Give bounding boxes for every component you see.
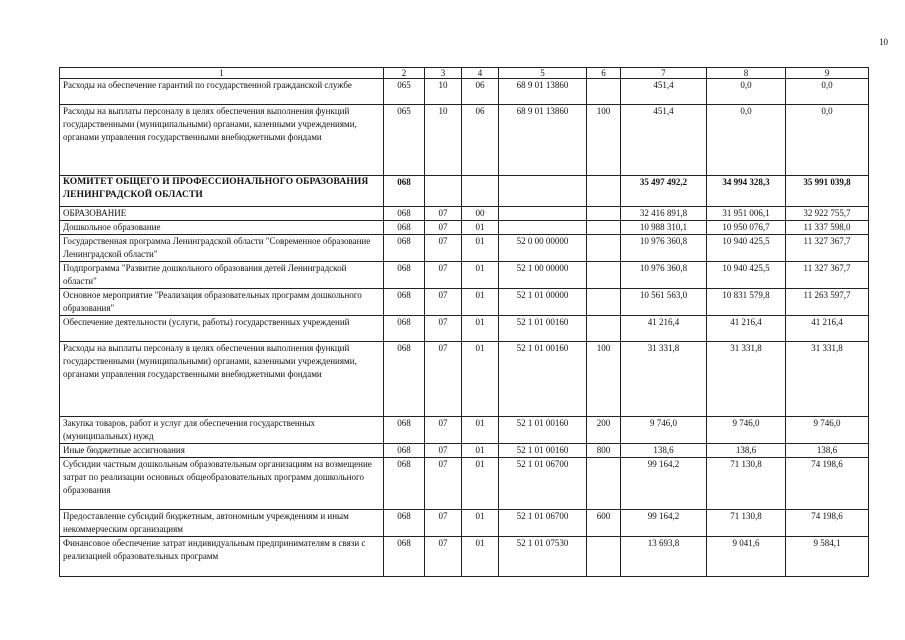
- table-row: [60, 458, 869, 510]
- row-name: Обеспечение деятельности (услуги, работы) государственных учреждений: [60, 316, 384, 342]
- row-amount-2: 71 130,8: [707, 458, 786, 510]
- row-amount-3: 35 991 039,8: [786, 176, 869, 207]
- row-amount-2: 0,0: [707, 105, 786, 176]
- row-name: Финансовое обеспечение затрат индивидуальным предпринимателям в связи с реализацией образовательных программ: [60, 537, 384, 577]
- table-row: [60, 207, 869, 221]
- row-expense-type: [587, 207, 621, 221]
- row-amount-1: 31 331,8: [621, 342, 707, 417]
- row-section: 07: [425, 444, 462, 458]
- row-amount-2: 10 831 579,8: [707, 289, 786, 316]
- row-section: 07: [425, 221, 462, 235]
- row-amount-3: 11 327 367,7: [786, 262, 869, 289]
- row-target-article: 52 1 01 06700: [499, 458, 587, 510]
- row-section: 07: [425, 207, 462, 221]
- row-subsection: 01: [462, 444, 499, 458]
- header-cell: 2: [384, 68, 425, 79]
- row-expense-type: 200: [587, 417, 621, 444]
- row-expense-type: [587, 79, 621, 105]
- row-name: Расходы на выплаты персоналу в целях обеспечения выполнения функций государственными (муниципальными) органами, казенными учреждениями, органами управления государственными внебюджетными фондами: [60, 342, 384, 417]
- row-amount-1: 10 976 360,8: [621, 262, 707, 289]
- row-target-article: 52 1 01 00160: [499, 444, 587, 458]
- row-subsection: 01: [462, 458, 499, 510]
- row-amount-3: 41 216,4: [786, 316, 869, 342]
- row-amount-3: 11 327 367,7: [786, 235, 869, 262]
- row-amount-3: 0,0: [786, 79, 869, 105]
- row-expense-type: [587, 289, 621, 316]
- table-body: [60, 68, 869, 577]
- row-subsection: 01: [462, 417, 499, 444]
- table-row: [60, 342, 869, 417]
- row-expense-type: 600: [587, 510, 621, 537]
- table-row: [60, 105, 869, 176]
- row-amount-1: 99 164,2: [621, 458, 707, 510]
- row-subsection: 01: [462, 289, 499, 316]
- table-row: [60, 221, 869, 235]
- row-admin-code: 068: [384, 262, 425, 289]
- row-admin-code: 068: [384, 176, 425, 207]
- header-row: [60, 68, 869, 79]
- row-section: 07: [425, 342, 462, 417]
- row-admin-code: 068: [384, 289, 425, 316]
- row-section: 07: [425, 262, 462, 289]
- row-section: 07: [425, 289, 462, 316]
- row-amount-1: 32 416 891,8: [621, 207, 707, 221]
- row-subsection: 01: [462, 221, 499, 235]
- row-name: Основное мероприятие "Реализация образовательных программ дошкольного образования": [60, 289, 384, 316]
- row-amount-1: 35 497 492,2: [621, 176, 707, 207]
- row-expense-type: [587, 537, 621, 577]
- row-admin-code: 068: [384, 235, 425, 262]
- header-cell: 8: [707, 68, 786, 79]
- row-admin-code: 065: [384, 105, 425, 176]
- row-target-article: [499, 207, 587, 221]
- row-amount-2: 31 331,8: [707, 342, 786, 417]
- table-row: [60, 537, 869, 577]
- row-subsection: 01: [462, 510, 499, 537]
- table-row: [60, 262, 869, 289]
- table-row: [60, 235, 869, 262]
- row-target-article: 52 1 00 00000: [499, 262, 587, 289]
- row-name: Расходы на выплаты персоналу в целях обеспечения выполнения функций государственными (муниципальными) органами, казенными учреждениями, органами управления государственными внебюджетными фондами: [60, 105, 384, 176]
- row-name: Закупка товаров, работ и услуг для обеспечения государственных (муниципальных) нужд: [60, 417, 384, 444]
- row-amount-2: 10 940 425,5: [707, 235, 786, 262]
- row-admin-code: 068: [384, 342, 425, 417]
- row-admin-code: 068: [384, 458, 425, 510]
- row-amount-1: 10 976 360,8: [621, 235, 707, 262]
- budget-table: [59, 67, 869, 577]
- row-amount-1: 10 561 563,0: [621, 289, 707, 316]
- header-cell: 9: [786, 68, 869, 79]
- row-amount-3: 9 584,1: [786, 537, 869, 577]
- row-subsection: 00: [462, 207, 499, 221]
- row-amount-2: 0,0: [707, 79, 786, 105]
- row-subsection: 01: [462, 342, 499, 417]
- row-section: 07: [425, 537, 462, 577]
- row-admin-code: 068: [384, 444, 425, 458]
- row-admin-code: 065: [384, 79, 425, 105]
- row-section: 07: [425, 458, 462, 510]
- row-amount-2: 10 950 076,7: [707, 221, 786, 235]
- row-name: Расходы на обеспечение гарантий по государственной гражданской службе: [60, 79, 384, 105]
- row-admin-code: 068: [384, 537, 425, 577]
- table-row: [60, 289, 869, 316]
- row-name: Государственная программа Ленинградской области "Современное образование Ленинградской области": [60, 235, 384, 262]
- row-target-article: [499, 176, 587, 207]
- row-section: 07: [425, 417, 462, 444]
- row-amount-3: 32 922 755,7: [786, 207, 869, 221]
- row-amount-2: 9 746,0: [707, 417, 786, 444]
- header-cell: 1: [60, 68, 384, 79]
- row-amount-3: 74 198,6: [786, 458, 869, 510]
- header-cell: 7: [621, 68, 707, 79]
- row-admin-code: 068: [384, 221, 425, 235]
- table-row: [60, 444, 869, 458]
- row-amount-2: 9 041,6: [707, 537, 786, 577]
- row-expense-type: [587, 316, 621, 342]
- row-name: ОБРАЗОВАНИЕ: [60, 207, 384, 221]
- row-admin-code: 068: [384, 510, 425, 537]
- row-amount-1: 451,4: [621, 105, 707, 176]
- row-amount-1: 138,6: [621, 444, 707, 458]
- row-name: КОМИТЕТ ОБЩЕГО И ПРОФЕССИОНАЛЬНОГО ОБРАЗОВАНИЯ ЛЕНИНГРАДСКОЙ ОБЛАСТИ: [60, 176, 384, 207]
- header-cell: 6: [587, 68, 621, 79]
- row-name: Дошкольное образование: [60, 221, 384, 235]
- row-expense-type: [587, 221, 621, 235]
- row-section: 07: [425, 510, 462, 537]
- row-admin-code: 068: [384, 417, 425, 444]
- row-amount-2: 31 951 006,1: [707, 207, 786, 221]
- page-number: 10: [879, 37, 888, 47]
- row-target-article: 52 1 01 06700: [499, 510, 587, 537]
- row-target-article: 68 9 01 13860: [499, 79, 587, 105]
- row-subsection: 06: [462, 105, 499, 176]
- row-amount-3: 138,6: [786, 444, 869, 458]
- row-amount-1: 10 988 310,1: [621, 221, 707, 235]
- row-amount-3: 11 337 598,0: [786, 221, 869, 235]
- row-admin-code: 068: [384, 207, 425, 221]
- row-subsection: 06: [462, 79, 499, 105]
- row-admin-code: 068: [384, 316, 425, 342]
- row-section: 07: [425, 316, 462, 342]
- row-amount-1: 99 164,2: [621, 510, 707, 537]
- table-row: [60, 176, 869, 207]
- row-name: Иные бюджетные ассигнования: [60, 444, 384, 458]
- row-target-article: 52 0 00 00000: [499, 235, 587, 262]
- row-expense-type: 100: [587, 105, 621, 176]
- row-amount-3: 31 331,8: [786, 342, 869, 417]
- row-amount-2: 34 994 328,3: [707, 176, 786, 207]
- row-subsection: 01: [462, 316, 499, 342]
- row-amount-1: 41 216,4: [621, 316, 707, 342]
- row-name: Подпрограмма "Развитие дошкольного образования детей Ленинградской области": [60, 262, 384, 289]
- row-name: Предоставление субсидий бюджетным, автономным учреждениям и иным некоммерческим организациям: [60, 510, 384, 537]
- row-expense-type: 100: [587, 342, 621, 417]
- row-target-article: 52 1 01 00160: [499, 417, 587, 444]
- row-target-article: 52 1 01 00160: [499, 342, 587, 417]
- row-amount-1: 9 746,0: [621, 417, 707, 444]
- row-amount-2: 138,6: [707, 444, 786, 458]
- row-amount-1: 451,4: [621, 79, 707, 105]
- row-amount-2: 71 130,8: [707, 510, 786, 537]
- table-row: [60, 417, 869, 444]
- row-subsection: 01: [462, 235, 499, 262]
- row-expense-type: [587, 235, 621, 262]
- row-amount-3: 11 263 597,7: [786, 289, 869, 316]
- row-subsection: 01: [462, 537, 499, 577]
- header-cell: 4: [462, 68, 499, 79]
- row-subsection: [462, 176, 499, 207]
- row-section: 10: [425, 79, 462, 105]
- row-target-article: 52 1 01 00160: [499, 316, 587, 342]
- row-target-article: 68 9 01 13860: [499, 105, 587, 176]
- row-expense-type: [587, 176, 621, 207]
- table-row: [60, 79, 869, 105]
- row-expense-type: 800: [587, 444, 621, 458]
- row-expense-type: [587, 458, 621, 510]
- row-subsection: 01: [462, 262, 499, 289]
- row-amount-1: 13 693,8: [621, 537, 707, 577]
- row-target-article: 52 1 01 07530: [499, 537, 587, 577]
- row-section: [425, 176, 462, 207]
- row-amount-3: 74 198,6: [786, 510, 869, 537]
- row-section: 10: [425, 105, 462, 176]
- row-section: 07: [425, 235, 462, 262]
- row-target-article: [499, 221, 587, 235]
- header-cell: 3: [425, 68, 462, 79]
- table-row: [60, 510, 869, 537]
- row-amount-2: 10 940 425,5: [707, 262, 786, 289]
- row-name: Субсидии частным дошкольным образовательным организациям на возмещение затрат по реализации основных общеобразовательных программ дошкольного образования: [60, 458, 384, 510]
- row-amount-2: 41 216,4: [707, 316, 786, 342]
- row-target-article: 52 1 01 00000: [499, 289, 587, 316]
- row-amount-3: 9 746,0: [786, 417, 869, 444]
- table-row: [60, 316, 869, 342]
- row-amount-3: 0,0: [786, 105, 869, 176]
- header-cell: 5: [499, 68, 587, 79]
- row-expense-type: [587, 262, 621, 289]
